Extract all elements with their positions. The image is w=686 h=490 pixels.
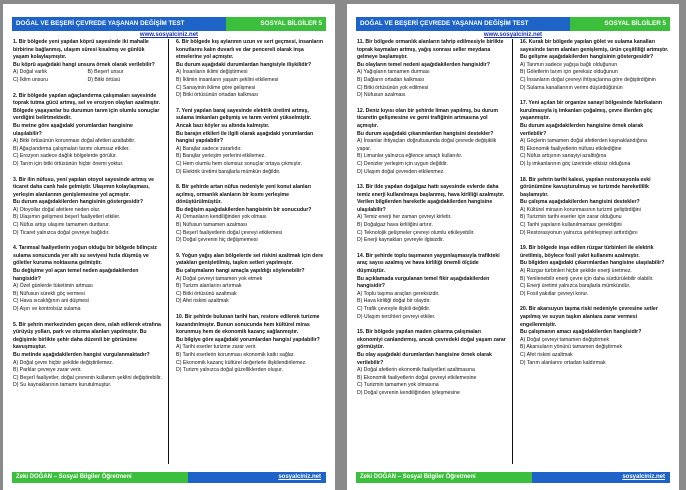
question-item [520, 306, 669, 367]
answer-option[interactable]: D) Su kaynaklarının tamamı kurutulmuştur. [13, 382, 112, 389]
column-left [357, 39, 513, 464]
question-stem: 20. Bir akarsuyun taşma riski nedeniyle çevresine setler yapılmış ve suyun taşkın alanlara zarar vermesi engellenmiştir. [520, 306, 658, 328]
answer-option[interactable]: A) Doğal varlık [13, 69, 48, 76]
test-title: DOĞAL VE BEŞERİ ÇEVREDE YAŞANAN DEĞİŞİM TEST [356, 17, 570, 31]
question-prompt: Bu durum aşağıdaki durumlardan hangisiyle ilişkilidir? [176, 61, 312, 68]
question-stem: 18. Bir şehrin tarihi kalesi, yapılan restorasyonla eski görünümüne kavuşturulmuş ve turizmde hareketlilik başlamıştır. [520, 176, 651, 198]
question-prompt: Bu durum aşağıdaki çıkarımlardan hangisini destekler? [357, 130, 494, 137]
answer-option[interactable]: A) Doğal çevreyi tamamen yok etmek [176, 275, 263, 282]
question-item [176, 314, 325, 375]
answer-option[interactable]: D) Fosil yakıtlar çevreyi korur. [520, 290, 589, 297]
answer-option[interactable]: C) Bitki örtüsünü azaltmak [176, 290, 237, 297]
answer-option[interactable]: C) Turizmin tamamen yok olmasına [357, 382, 439, 389]
answer-option[interactable]: C) Beşerî faaliyetler, doğal çevrenin kullanım şeklini değiştirebilir. [13, 374, 162, 381]
question-stem: 4. Tarımsal faaliyetlerin yoğun olduğu bir bölgede bilinçsiz sulama sonucunda yer altı su seviyesi hızla düşmüş ve göletler kuruma noktasına gelmiştir. [13, 245, 158, 267]
answer-option[interactable]: D) Turizm yalnızca doğal güzelliklerden oluşur. [176, 367, 283, 374]
answer-option[interactable]: D) Doğal çevrenin hiç değişmemesi [176, 237, 258, 244]
question-item [176, 184, 325, 245]
answer-option[interactable]: A) Göçlerin tamamen doğal afetlerden kaynaklandığına [520, 138, 647, 145]
answer-option[interactable]: C) Nüfus artışının sanayiyi azalttığına [520, 153, 607, 160]
question-stem: 8. Bir şehirde artan nüfus nedeniyle yeni konut alanları açılmış, ormanlık alanların bir kısmı yerleşime dönüştürülmüştür. [176, 184, 311, 206]
column-right [169, 39, 325, 464]
question-stem: 12. Deniz kıyısı olan bir şehirde liman yapılmış, bu durum ticaretin gelişmesine ve gemi trafiğinin artmasına yol açmıştır. [357, 107, 498, 129]
answer-option[interactable]: B) Hava kirliliği doğal bir olaydır. [357, 298, 431, 305]
question-stem: 10. Bir şehirde bulunan tarihi han, restore edilerek turizme kazandırılmıştır. Bunun sonucunda hem kültürel miras korunmuş hem de ekonomik kazanç sağlanmıştır. [176, 314, 320, 336]
question-item [520, 245, 669, 298]
answer-option[interactable]: D) Enerji kaynakları çevreyle ilgisizdir. [357, 237, 445, 244]
question-item [13, 93, 162, 169]
question-stem: 13. Bir ilde yapılan doğalgaz hattı sayesinde evlerde daha temiz enerji kullanılmaya başlanmış, hava kirliliği azalmıştır. [357, 184, 505, 198]
answer-option[interactable]: D) Ulaşım tercihleri çevreyi etkiler. [357, 313, 436, 320]
answer-options [357, 367, 506, 397]
answer-option[interactable]: A) Tarihi eserler turizme zarar verir. [176, 344, 257, 351]
answer-options [176, 146, 325, 176]
answer-option[interactable]: A) Yağışların tamamen durması [357, 69, 430, 76]
answer-option[interactable]: A) Rüzgar türbinleri hiçbir şekilde enerji üretmez. [520, 268, 632, 275]
question-prompt: Bu olayların temel nedeni aşağıdakilerden hangisidir? [357, 61, 490, 68]
answer-options [176, 276, 325, 306]
answer-option[interactable]: D) Afet riskini azaltmak [176, 298, 229, 305]
answer-option[interactable]: B) Turizmin tarihi eserler için zarar olduğunu [520, 214, 622, 221]
answer-option[interactable]: B) Limanlar yalnızca eğlence amaçlı kullanılır. [357, 153, 463, 160]
question-stem: 3. Bir ilin nüfusu, yeni yapılan otoyol sayesinde artmış ve ticaret daha canlı hale gelmiştir. Ulaşımın kolaylaşması, yerleşim alanlarının genişlemesine yol açmıştır. [13, 176, 154, 198]
answer-option[interactable]: A) Doğal çevre hiçbir şekilde değiştirilemez. [13, 359, 114, 366]
answer-option[interactable]: C) Erozyon sadece dağlık bölgelerde görülür. [13, 153, 117, 160]
author-label: Zeki DOĞAN – Sosyal Bilgiler Öğretmeni [356, 472, 532, 483]
question-stem: 5. Bir şehrin merkezinden geçen dere, ıslah edilerek etrafına yürüyüş yolları, park ve oturma alanları yapılmıştır. Bu değişimle birlikte şehir daha düzenli bir görünüme kavuşmuştur. [13, 321, 161, 351]
answer-options [357, 291, 506, 321]
answer-options [13, 360, 162, 390]
page-header [356, 17, 670, 31]
column-left [13, 39, 169, 464]
page-header [12, 17, 326, 31]
answer-option[interactable]: B) Turizm alanlarını artırmak [176, 283, 242, 290]
answer-option[interactable]: B) Yenilenebilir enerji çevre için daha sürdürülebilir olabilir. [520, 275, 654, 282]
answer-option[interactable]: B) Doğalgaz hava kirliliğini artırır. [357, 222, 433, 229]
question-prompt: Bu köprü aşağıdaki hangi unsura örnek olarak verilebilir? [13, 61, 155, 68]
page-footer [356, 472, 670, 483]
answer-option[interactable]: D) Tarım alanlarını ortadan kaldırmak [520, 359, 606, 366]
question-prompt: Bu çalışmanın amacı aşağıdakilerden hangisidir? [520, 329, 642, 336]
question-item [520, 39, 669, 92]
answer-option[interactable]: B) Nüfusun tamamen azalması [176, 222, 248, 229]
question-stem: 1. Bir bölgede yeni yapılan köprü sayesinde iki mahalle birbirine bağlanmış, ulaşım süresi kısalmış ve günlük yaşam kolaylaşmıştır. [13, 39, 149, 61]
answer-option[interactable]: B) Ekonomik faaliyetlerin doğal çevreyi etkilemesine [357, 374, 477, 381]
answer-option[interactable]: C) Ekonomik kazanç kültürel değerlerle ilişkilendirilemez. [176, 359, 307, 366]
question-stem: 7. Yeni yapılan baraj sayesinde elektrik üretimi artmış, sulama imkanları gelişmiş ve tarım verimi yükselmiştir. Ancak bazı köyler su altında kalmıştır. [176, 107, 312, 129]
answer-option[interactable]: C) Nüfus artışı ulaşımı tamamen durdurur. [13, 222, 110, 229]
answer-option[interactable]: A) İnsanların iklimi değiştirmesi [176, 69, 248, 76]
question-stem: 11. Bir bölgede ormanlık alanların tahrip edilmesiyle birlikte toprak kaymaları artmış, yağış sonrası seller meydana gelmeye başlamıştır. [357, 39, 504, 61]
answer-option[interactable]: C) Hem olumlu hem olumsuz sonuçlar ortaya çıkmıştır. [176, 160, 302, 167]
question-prompt: Bu durum aşağıdakilerden hangisinin göstergesidir? [13, 199, 143, 206]
subject-label: SOSYAL BİLGİLER 5 [570, 17, 670, 31]
question-prompt: Bu gelişme aşağıdakilerden hangisinin göstergesidir? [520, 54, 654, 61]
question-stem: 16. Kurak bir bölgede yapılan gölet ve sulama kanalları sayesinde tarım alanları genişlemiş, ürün çeşitliliği artmıştır. [520, 39, 669, 53]
question-stem: 2. Bir bölgede yapılan ağaçlandırma çalışmaları sayesinde toprak tutma gücü artmış, sel ve erozyon olayları azalmıştır. Bölgede yaşayanlar bu durumun tarım için olumlu sonuçlar verdiğini belirtmektedir. [13, 92, 161, 122]
answer-option[interactable]: D) Bitki örtüsü [87, 76, 121, 83]
answer-option[interactable]: D) Ticaret yalnızca doğal çevreye bağlıdır. [13, 229, 110, 236]
question-item [176, 108, 325, 176]
question-item [357, 39, 506, 100]
answer-option[interactable]: A) İnsanlar ihtiyaçları doğrultusunda doğal çevrede değişiklik yapar. [357, 138, 497, 152]
question-item [13, 322, 162, 390]
answer-options [520, 337, 669, 367]
question-stem: 6. Bir bölgede kış aylarının uzun ve sert geçmesi, insanların konutlarını kalın duvarlı ve dar pencereli olarak inşa etmelerine yol açmıştır. [176, 39, 324, 61]
answer-options [176, 214, 325, 244]
question-prompt: Bu metne göre aşağıdaki yorumlardan hangisine ulaşılabilir? [13, 122, 133, 137]
question-prompt: Bu barajın etkileri ile ilgili olarak aşağıdaki yorumlardan hangisi yapılabilir? [176, 130, 314, 145]
answer-option[interactable]: A) Barajlar sadece zararlıdır. [176, 145, 242, 152]
question-prompt: Verilen bilgilerden hareketle aşağıdakilerden hangisine ulaşılabilir? [357, 199, 493, 213]
answer-option[interactable]: D) Sulama kanallarının verimi düşürdüğünün [520, 84, 623, 91]
answer-options [520, 268, 669, 298]
answer-option[interactable]: B) Dağların ortadan kalkması [357, 76, 425, 83]
answer-option[interactable]: B) Göletlerin tarım için gereksiz olduğunun [520, 69, 618, 76]
answer-option[interactable]: C) Denizler yerleşim için uygun değildir. [357, 160, 448, 167]
answer-options [13, 138, 162, 168]
answer-options [13, 69, 162, 84]
answer-options [520, 62, 669, 92]
question-item [13, 245, 162, 313]
answer-option[interactable]: C) Trafik çevreyle ilişkili değildir. [357, 306, 431, 312]
answer-option[interactable]: A) Özel günlerde tüketimin artması [13, 283, 93, 290]
site-link[interactable]: www.sosyalciniz.net [483, 32, 543, 38]
footer-link[interactable]: sosyalciniz.net [532, 472, 670, 483]
question-stem: 15. Bir bölgede yapılan maden çıkarma çalışmaları ekonomiyi canlandırmış, ancak çevredeki doğal yaşam zarar görmüştür. [357, 329, 506, 351]
question-prompt: Bu durum aşağıdakilerden hangisine örnek olarak verilebilir? [520, 122, 644, 137]
question-item [357, 184, 506, 245]
question-prompt: Bu olay aşağıdaki durumlardan hangisine örnek olarak verilebilir? [357, 351, 492, 366]
test-title: DOĞAL VE BEŞERİ ÇEVREDE YAŞANAN DEĞİŞİM TEST [12, 17, 226, 31]
answer-option[interactable]: A) Ormanların kendiliğinden yok olması [176, 214, 267, 221]
answer-options [357, 214, 506, 244]
answer-option[interactable]: A) Toplu taşıma araçları gereksizdir. [357, 290, 440, 297]
answer-option[interactable]: D) İş imkanlarının göç üzerinde etkisiz olduğuna [520, 160, 631, 167]
answer-options [176, 69, 325, 99]
question-prompt: Bu metinde aşağıdakilerden hangisi vurgulanmaktadır? [13, 351, 150, 358]
answer-options [357, 138, 506, 176]
answer-options [176, 344, 325, 374]
page-footer [12, 472, 326, 483]
answer-option[interactable]: D) Bitki örtüsünün ortadan kalkması [176, 92, 259, 99]
question-stem: 9. Yoğun yağış alan bölgelerde sel riskini azaltmak için dere yatakları genişletilmiş, taşkın setleri yapılmıştır. [176, 252, 324, 267]
question-stem: 14. Bir şehirde toplu taşımanın yaygınlaşmasıyla trafikteki araç sayısı azalmış ve hava kirliliği önemli ölçüde düşmüştür. [357, 252, 500, 275]
answer-option[interactable]: A) Temiz enerji her zaman çevreyi kirletir. [357, 214, 452, 221]
answer-option[interactable]: A) Doğal afetlerin ekonomik faaliyetleri azaltmasına [357, 367, 475, 374]
answer-option[interactable]: B) İklimin insanların yaşam şeklini etkilemesi [176, 76, 279, 83]
answer-options [13, 283, 162, 313]
answer-option[interactable]: A) Tarımın sadece yağışa bağlı olduğunun [520, 61, 618, 68]
answer-options [13, 207, 162, 237]
answer-option[interactable]: B) Akarsuların yönünü tamamen değiştirmek [520, 344, 623, 351]
question-item [520, 100, 669, 168]
test-page-2 [347, 4, 679, 490]
answer-option[interactable]: C) İnsanların doğal çevreyi ihtiyaçlarına göre değiştirdiğinin [520, 76, 656, 83]
answer-option[interactable]: D) Aşırı ve kontrolsüz sulama [13, 306, 81, 312]
question-item [176, 39, 325, 100]
question-item [520, 177, 669, 238]
answer-option[interactable]: C) Afet riskini azaltmak [520, 351, 573, 358]
answer-option[interactable]: B) Ekonomik faaliyetlerin nüfusu etkilediğine [520, 145, 622, 152]
question-prompt: Bu değişime yol açan temel neden aşağıdakilerden hangisidir? [13, 268, 139, 282]
answer-option[interactable]: C) Bitki örtüsünün yok edilmesi [357, 84, 429, 91]
answer-options [520, 207, 669, 237]
answer-option[interactable]: A) Kültürel mirasın korunmasının turizmi geliştirdiğini [520, 206, 641, 213]
answer-option[interactable]: B) Ulaşımın gelişmesi beşerî faaliyetleri etkiler. [13, 214, 121, 221]
answer-option[interactable]: B) Barajlar yerleşim yerlerini etkilemez. [176, 153, 266, 160]
test-page-1 [3, 4, 335, 490]
question-item [357, 329, 506, 397]
answer-option[interactable]: C) İklim unsuru [13, 76, 48, 83]
answer-option[interactable]: B) Tarihi eserlerin korunması ekonomik katkı sağlar. [176, 351, 295, 358]
site-link[interactable]: www.sosyalciniz.net [139, 32, 199, 38]
question-prompt: Bu çalışma aşağıdakilerden hangisini destekler? [520, 199, 640, 206]
answer-options [520, 138, 669, 168]
answer-option[interactable]: B) Nüfusun sürekli göç vermesi [13, 290, 85, 297]
question-item [176, 253, 325, 306]
answer-option[interactable]: C) Sanayinin iklime göre gelişmesi [176, 84, 256, 91]
question-item [13, 39, 162, 85]
answer-option[interactable]: D) Restorasyonun yalnızca şehirleşmeyi arttırdığını [520, 229, 638, 236]
question-stem: 19. Bir bölgede inşa edilen rüzgar türbinleri ile elektrik üretilmiş, böylece fosil yakıt kullanımı azalmıştır. [520, 245, 654, 259]
answer-option[interactable]: D) Nüfusun azalması [357, 92, 406, 99]
answer-option[interactable]: A) Otoyollar doğal afetlere neden olur. [13, 206, 101, 213]
question-item [357, 108, 506, 176]
author-label: Zeki DOĞAN – Sosyal Bilgiler Öğretmeni [12, 472, 188, 483]
question-prompt: Bu açıklamada vurgulanan temel fikir aşağıdakilerden hangisidir? [357, 275, 490, 290]
question-stem: 17. Yeni açılan bir organize sanayi bölgesinde fabrikaların kurulmasıyla iş imkanları çoğalmış, çevre illerden göç yaşanmıştır. [520, 100, 663, 122]
question-prompt: Bu bilgiden aşağıdaki çıkarımlardan hangisine ulaşılabilir? [520, 260, 665, 267]
answer-option[interactable]: C) Hava sıcaklığının ani düşmesi [13, 298, 89, 305]
question-item [13, 177, 162, 238]
question-item [357, 253, 506, 321]
answer-option[interactable]: D) Elektrik üretimi barajlarla mümkün değildir. [176, 168, 281, 175]
question-prompt: Bu çalışmaların hangi amaçla yapıldığı söylenebilir? [176, 268, 305, 275]
answer-option[interactable]: C) Teknolojik gelişmeler çevreyi olumlu etkileyebilir. [357, 229, 475, 236]
answer-options [357, 69, 506, 99]
answer-option[interactable]: C) Enerji üretimi yalnızca barajlarla mümkündür. [520, 283, 631, 290]
answer-option[interactable]: C) Beşerî faaliyetlerin doğal çevreyi etkilemesi [176, 229, 283, 236]
answer-option[interactable]: D) Tarım için bitki örtüsünün hiçbir önemi yoktur. [13, 160, 124, 167]
question-prompt: Bu değişim aşağıdakilerden hangisinin bir sonucudur? [176, 206, 312, 213]
answer-option[interactable]: C) Tarihi yapıların kullanılmaması gerektiğini [520, 222, 622, 229]
answer-option[interactable]: A) Doğal çevreyi tamamen değiştirmek [520, 336, 610, 343]
footer-link[interactable]: sosyalciniz.net [188, 472, 326, 483]
answer-option[interactable]: A) Bitki örtüsünün korunması doğal afetleri azaltabilir. [13, 138, 136, 145]
answer-option[interactable]: B) Ağaçlandırma çalışmaları tarımı olumsuz etkiler. [13, 145, 130, 152]
question-prompt: Bu bilgiye göre aşağıdaki yorumlardan hangisi yapılabilir? [176, 336, 320, 343]
column-right [513, 39, 669, 464]
answer-option[interactable]: B) Parklar çevreye zarar verir. [13, 367, 82, 374]
answer-option[interactable]: B) Beşerî unsur [87, 69, 124, 76]
answer-option[interactable]: D) Doğal çevrenin kendiliğinden iyileşmesine [357, 389, 460, 396]
subject-label: SOSYAL BİLGİLER 5 [226, 17, 326, 31]
answer-option[interactable]: D) Ulaşım doğal çevreden etkilenmez. [357, 168, 445, 175]
